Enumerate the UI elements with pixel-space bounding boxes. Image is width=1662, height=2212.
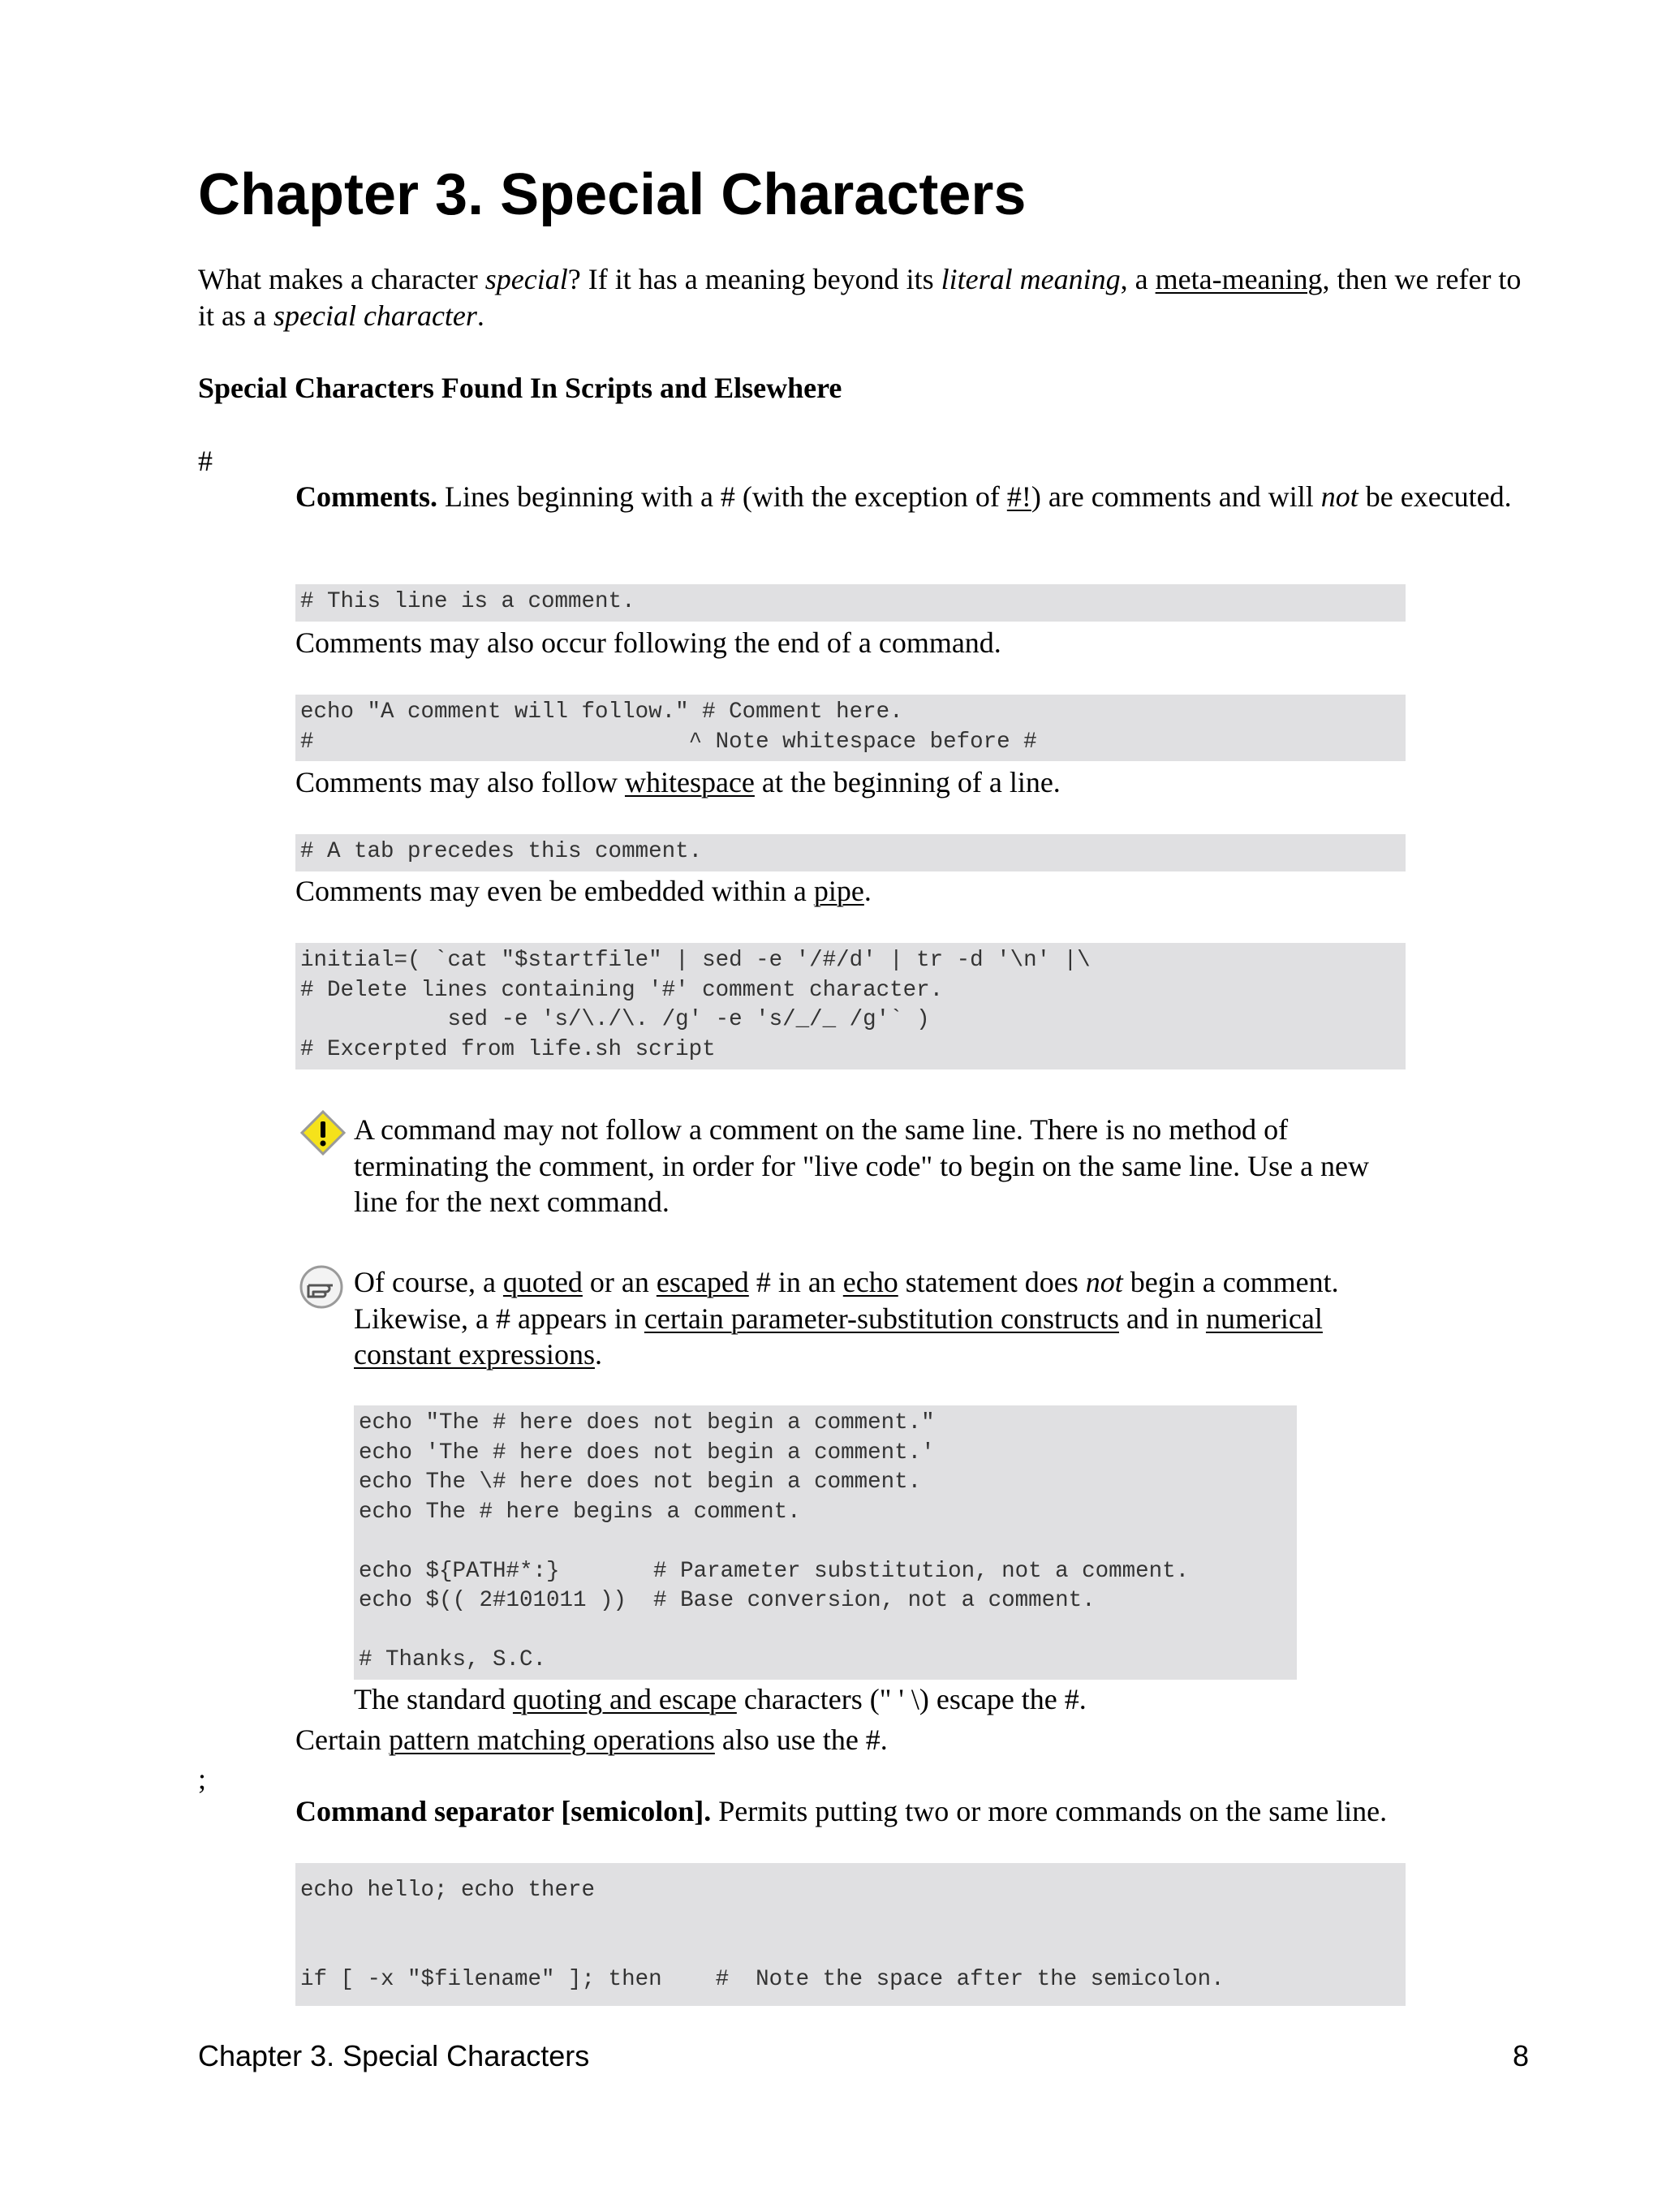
semicolon-definition — [295, 1793, 1513, 1830]
footer-chapter-title: Chapter 3. Special Characters — [198, 2039, 590, 2072]
intro-text: , then we refer to it as a — [198, 263, 1522, 332]
quoted-link[interactable]: quoted — [502, 1266, 583, 1298]
note-text-part: begin a comment. Likewise, a # appears in — [354, 1266, 1339, 1335]
paragraph-pattern-matching — [295, 1722, 888, 1758]
intro-emphasis-special: special — [484, 263, 568, 295]
note-text-part: and in — [1118, 1302, 1206, 1335]
standard-quoting-text: The standard — [354, 1683, 513, 1715]
pattern-text: also use the #. — [714, 1724, 888, 1756]
caution-text: A command may not follow a comment on the same line. There is no method of terminating the comment, in order for "live code" to begin on the same line. Use a new line for the next command. — [354, 1113, 1370, 1218]
paragraph-standard-quoting — [354, 1681, 1087, 1718]
pipe-text: Comments may even be embedded within a — [295, 875, 814, 907]
note-text-part: # in an — [748, 1266, 843, 1298]
shebang-link[interactable]: #! — [1006, 480, 1031, 513]
warning-icon — [300, 1110, 346, 1155]
intro-paragraph — [198, 261, 1537, 334]
code-block-1: # This line is a comment. — [295, 584, 1406, 622]
standard-quoting-text: characters (" ' \) escape the #. — [736, 1683, 1087, 1715]
comments-text: ) are comments and will — [1031, 480, 1321, 513]
note-text-part: or an — [582, 1266, 657, 1298]
intro-text: . — [476, 299, 484, 332]
pipe-link[interactable]: pipe — [813, 875, 864, 907]
comments-label: Comments. — [295, 480, 437, 513]
code-block-5: echo "The # here does not begin a comment." echo 'The # here does not begin a comment.' echo The \# here does not begin a comment. echo The # here begins a comment. echo ${PATH#*:} # Parameter substitution, not a comment. echo $(( 2#101011 )) # Base conversion, not a comment. # Thanks, S.C. — [354, 1405, 1297, 1680]
code-block-2: echo "A comment will follow." # Comment here. # ^ Note whitespace before # — [295, 695, 1406, 761]
intro-text: ? If it has a meaning beyond its — [567, 263, 941, 295]
section-heading: Special Characters Found In Scripts and Elsewhere — [198, 372, 842, 404]
code-block-semicolon: echo hello; echo there if [ -x "$filename" ]; then # Note the space after the semicolon. — [295, 1863, 1406, 2006]
pattern-text: Certain — [295, 1724, 389, 1756]
code-block-4: initial=( `cat "$startfile" | sed -e '/#/d' | tr -d '\n' |\ # Delete lines containing '#' comment character. sed -e 's/\./\. /g' -e 's/_/_ /g'` ) # Excerpted from life.sh script — [295, 943, 1406, 1069]
comments-text: be executed. — [1358, 480, 1512, 513]
note-hand-icon — [299, 1264, 344, 1310]
whitespace-text: Comments may also follow — [295, 766, 625, 798]
paragraph-after-command: Comments may also occur following the end of a command. — [295, 626, 1001, 659]
term-hash: # — [198, 445, 213, 477]
numerical-constants-link[interactable]: numerical constant expressions — [354, 1302, 1323, 1371]
note-text-part: . — [594, 1338, 602, 1371]
note-not-emphasis: not — [1085, 1266, 1123, 1298]
parameter-substitution-link[interactable]: certain parameter-substitution constructs — [644, 1302, 1119, 1335]
page-title: Chapter 3. Special Characters — [198, 162, 1027, 227]
quoting-and-escape-link[interactable]: quoting and escape — [512, 1683, 737, 1715]
meta-meaning-link[interactable]: meta-meaning — [1155, 263, 1323, 295]
code-block-3: # A tab precedes this comment. — [295, 834, 1406, 871]
intro-text: What makes a character — [198, 263, 485, 295]
comments-not-emphasis: not — [1320, 480, 1358, 513]
note-text — [354, 1264, 1409, 1373]
intro-emphasis-literal: literal meaning — [941, 263, 1121, 295]
paragraph-pipe — [295, 873, 872, 910]
semicolon-text: Permits putting two or more commands on the same line. — [711, 1795, 1388, 1827]
whitespace-link[interactable]: whitespace — [624, 766, 755, 798]
note-text-part: statement does — [898, 1266, 1086, 1298]
note-text-part: Of course, a — [354, 1266, 503, 1298]
intro-emphasis-special-character: special character — [273, 299, 477, 332]
comments-text: Lines beginning with a # (with the exception of — [437, 480, 1007, 513]
pipe-text: . — [863, 875, 872, 907]
page-number: 8 — [1512, 2039, 1529, 2072]
term-semicolon: ; — [198, 1762, 207, 1795]
escaped-link[interactable]: escaped — [656, 1266, 749, 1298]
whitespace-text: at the beginning of a line. — [754, 766, 1061, 798]
semicolon-label: Command separator [semicolon]. — [295, 1795, 712, 1827]
paragraph-whitespace — [295, 764, 1061, 801]
intro-text: , a — [1120, 263, 1156, 295]
echo-link[interactable]: echo — [842, 1266, 898, 1298]
comments-definition — [295, 479, 1513, 515]
pattern-matching-link[interactable]: pattern matching operations — [388, 1724, 715, 1756]
